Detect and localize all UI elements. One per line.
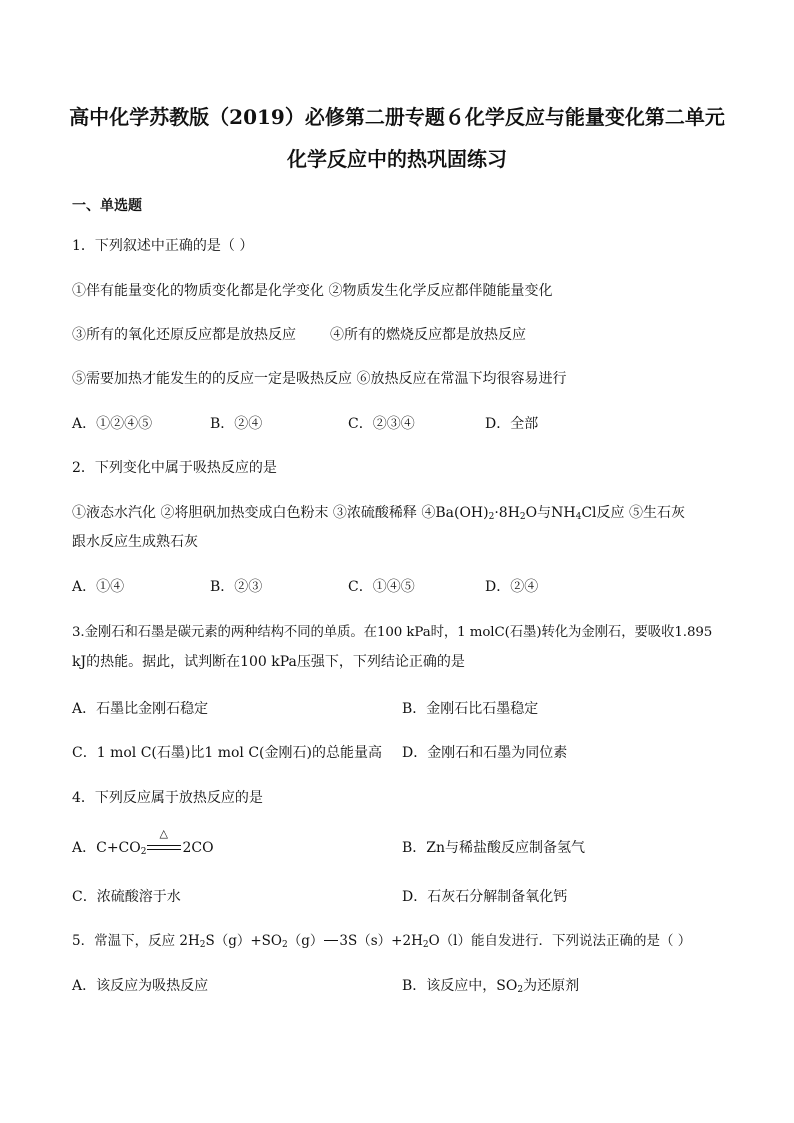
q4-stem: 4．下列反应属于放热反应的是 xyxy=(72,790,263,806)
q4-a-sub: 2 xyxy=(140,847,147,857)
q4-option-c: C．浓硫酸溶于水 xyxy=(72,889,181,905)
q1-option-c: C．②③④ xyxy=(348,416,415,432)
q4-a-product: 2CO xyxy=(182,840,214,856)
q5-sub-b: 2 xyxy=(282,940,288,950)
q5-b-text-post: 为还原剂 xyxy=(523,978,580,994)
q5-option-a: A．该反应为吸热反应 xyxy=(72,978,209,994)
q1-option-a: A．①②④⑤ xyxy=(72,416,153,432)
heat-equals-sign-icon xyxy=(147,827,181,854)
document-title-line2: 化学反应中的热巩固练习 xyxy=(287,147,507,171)
q4-option-d: D．石灰石分解制备氧化钙 xyxy=(402,889,568,905)
q2-option-d: D．②④ xyxy=(485,579,539,595)
q2-sub-2b: 2 xyxy=(519,512,526,522)
q1-statements-line3: ⑤需要加热才能发生的的反应一定是吸热反应 ⑥放热反应在常温下均很容易进行 xyxy=(72,371,567,387)
q5-stem-text-b: S（g）+SO xyxy=(205,933,283,949)
q1-statement-3: ③所有的氧化还原反应都是放热反应 xyxy=(72,327,296,343)
q3-option-b: B．金刚石比石墨稳定 xyxy=(402,701,539,717)
q2-option-a: A．①④ xyxy=(72,579,125,595)
q3-option-c: C．1 mol C(石墨)比1 mol C(金刚石)的总能量高 xyxy=(72,745,382,761)
q4-option-a xyxy=(72,827,214,858)
q5-sub-a: 2 xyxy=(199,940,206,950)
delta-symbol: △ xyxy=(159,827,168,840)
q3-stem-line2: kJ的热能。据此，试判断在100 kPa压强下，下列结论正确的是 xyxy=(72,654,465,670)
q2-option-b: B．②③ xyxy=(210,579,263,595)
q4-a-reactants: A．C+CO xyxy=(72,840,141,856)
q4-option-b: B．Zn与稀盐酸反应制备氢气 xyxy=(402,840,586,856)
q5-stem-text-c: （g） xyxy=(287,933,324,949)
q2-sub-2: 2 xyxy=(488,512,495,522)
q3-option-d: D．金刚石和石墨为同位素 xyxy=(402,745,568,761)
section-heading: 一、单选题 xyxy=(72,198,142,214)
q2-sub-4: 4 xyxy=(575,512,582,522)
reaction-arrow-icon xyxy=(324,940,338,941)
q1-stem: 1．下列叙述中正确的是（ ） xyxy=(72,238,254,254)
q1-option-d: D．全部 xyxy=(485,416,539,432)
q5-sub-d: 2 xyxy=(422,940,429,950)
q3-option-a: A．石墨比金刚石稳定 xyxy=(72,701,209,717)
q2-items-line2: 跟水反应生成熟石灰 xyxy=(72,534,198,550)
q1-statement-4: ④所有的燃烧反应都是放热反应 xyxy=(330,327,526,343)
q3-stem-line1: 3.金刚石和石墨是碳元素的两种结构不同的单质。在100 kPa时，1 molC(石墨)转化为金刚石，要吸收1.895 xyxy=(72,625,713,640)
q2-items-line1 xyxy=(72,503,685,523)
q5-stem xyxy=(72,931,691,951)
q2-items-text-b: ·8H xyxy=(494,505,520,521)
q5-stem-text-d: 3S（s）+2H xyxy=(339,933,423,949)
q2-option-c: C．①④⑤ xyxy=(348,579,415,595)
q5-b-text-pre: B．该反应中，SO xyxy=(402,978,518,994)
q2-items-text-d: Cl反应 ⑤生石灰 xyxy=(581,505,685,521)
document-title-line1: 高中化学苏教版（2019）必修第二册专题６化学反应与能量变化第二单元 xyxy=(69,105,725,129)
q5-stem-text-e: O（l）能自发进行．下列说法正确的是（ ） xyxy=(428,933,692,949)
q1-statements-line1: ①伴有能量变化的物质变化都是化学变化 ②物质发生化学反应都伴随能量变化 xyxy=(72,283,553,299)
q2-items-text-c: O与NH xyxy=(525,505,576,521)
q2-items-text-a: ①液态水汽化 ②将胆矾加热变成白色粉末 ③浓硫酸稀释 ④Ba(OH) xyxy=(72,505,489,521)
q5-stem-text-a: 5．常温下，反应 2H xyxy=(72,933,200,949)
q5-b-sub: 2 xyxy=(517,985,524,995)
q5-option-b xyxy=(402,976,579,996)
q1-option-b: B．②④ xyxy=(210,416,263,432)
q2-stem: 2．下列变化中属于吸热反应的是 xyxy=(72,460,277,476)
